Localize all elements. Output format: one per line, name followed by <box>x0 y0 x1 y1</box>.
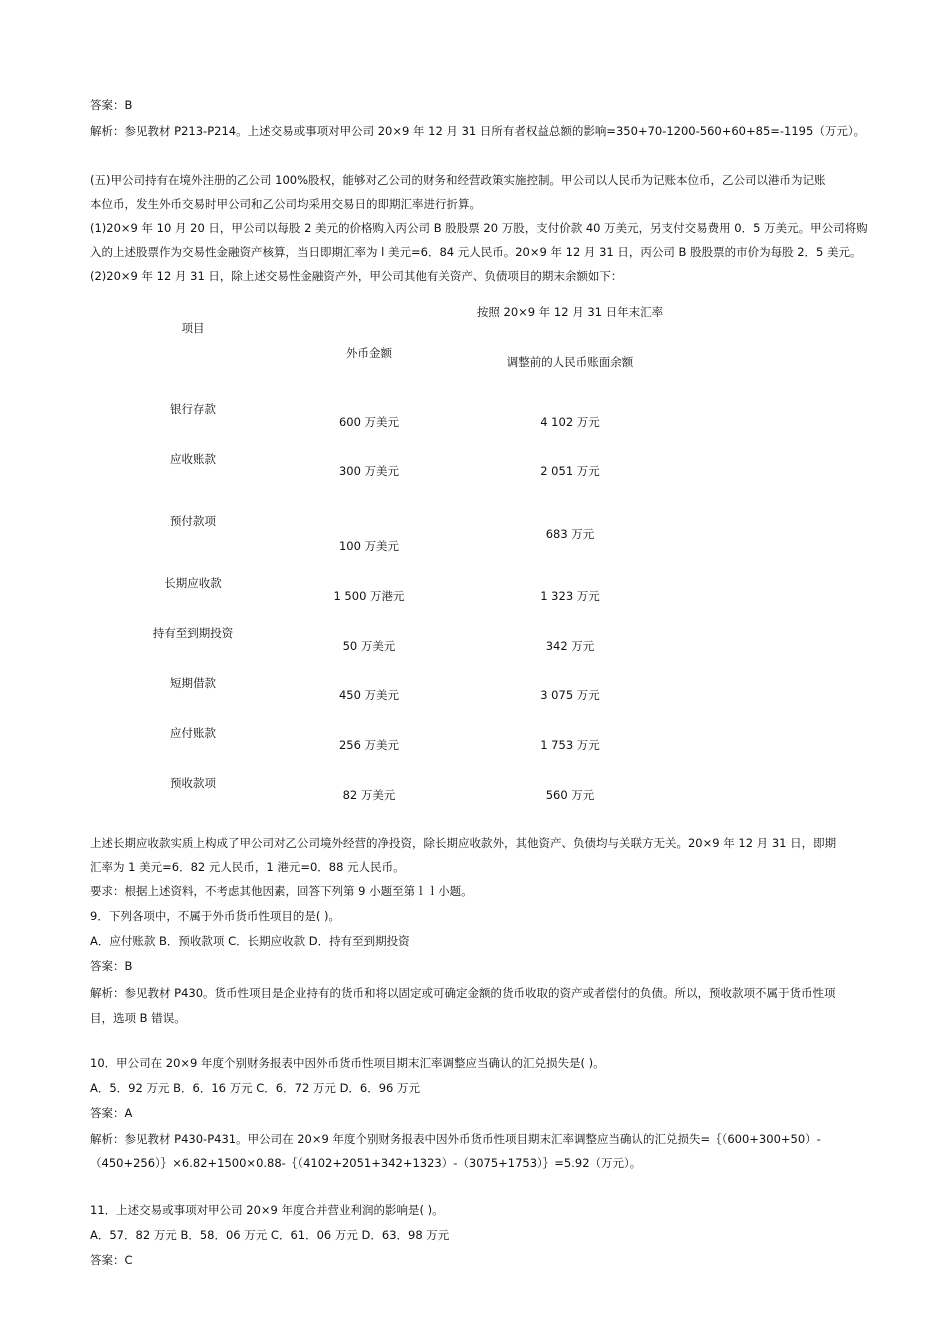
table-row-item: 应付账款 <box>170 726 216 740</box>
table-row-item: 银行存款 <box>170 402 216 416</box>
question-10: 10．甲公司在 20×9 年度个别财务报表中因外币货币性项目期末汇率调整应当确认的汇兑损失是( )。 <box>90 1056 605 1070</box>
case-intro-line-1: (五)甲公司持有在境外注册的乙公司 100%股权，能够对乙公司的财务和经营政策实施控制。甲公司以人民币为记账本位币，乙公司以港币为记账 <box>90 173 826 187</box>
table-row-foreign-amount: 256 万美元 <box>338 738 400 752</box>
table-header-foreign-amount: 外币金额 <box>346 346 392 360</box>
answer-line: 答案：B <box>90 98 133 112</box>
table-row-foreign-amount: 82 万美元 <box>342 788 396 802</box>
table-row-item: 预付款项 <box>170 514 216 528</box>
table-header-rmb-balance: 调整前的人民币账面余额 <box>506 355 634 369</box>
table-row-rmb-balance: 2 051 万元 <box>540 464 600 478</box>
table-row-foreign-amount: 600 万美元 <box>338 415 400 429</box>
case-point-1-line-2: 入的上述股票作为交易性金融资产核算，当日即期汇率为 l 美元=6．84 元人民币。20×9 年 12 月 31 日，丙公司 B 股股票的市价为每股 2．5 美元。 <box>90 245 862 259</box>
question-10-options: A．5．92 万元 B．6．16 万元 C．6．72 万元 D．6．96 万元 <box>90 1081 421 1095</box>
table-row-item: 预收款项 <box>170 776 216 790</box>
requirement-line: 要求：根据上述资料，不考虑其他因素，回答下列第 9 小题至第ｌｌ小题。 <box>90 884 473 898</box>
table-row-rmb-balance: 1 753 万元 <box>540 738 600 752</box>
table-row-foreign-amount: 1 500 万港元 <box>333 589 405 603</box>
question-11-answer: 答案：C <box>90 1253 133 1267</box>
table-header-item: 项目 <box>181 321 205 335</box>
table-row-rmb-balance: 342 万元 <box>545 639 595 653</box>
table-row-item: 应收账款 <box>170 452 216 466</box>
after-table-line-1: 上述长期应收款实质上构成了甲公司对乙公司境外经营的净投资，除长期应收款外，其他资产、负债均与关联方无关。20×9 年 12 月 31 日，即期 <box>90 836 837 850</box>
table-row-item: 长期应收款 <box>164 576 222 590</box>
table-row-item: 短期借款 <box>170 676 216 690</box>
table-row-rmb-balance: 683 万元 <box>545 527 595 541</box>
question-10-analysis-line-2: （450+256）｝×6.82+1500×0.88-｛（4102+2051+342+1323）-（3075+1753）｝=5.92（万元）。 <box>90 1156 642 1170</box>
table-row-foreign-amount: 300 万美元 <box>338 464 400 478</box>
table-row-foreign-amount: 100 万美元 <box>338 539 400 553</box>
table-header-group: 按照 20×9 年 12 月 31 日年末汇率 <box>476 305 664 319</box>
question-9-answer: 答案：B <box>90 959 133 973</box>
question-11: 11．上述交易或事项对甲公司 20×9 年度合并营业利润的影响是( )。 <box>90 1203 444 1217</box>
analysis-line: 解析：参见教材 P213-P214。上述交易或事项对甲公司 20×9 年 12 月 31 日所有者权益总额的影响=350+70-1200-560+60+85=-1195（万元）。 <box>90 124 866 138</box>
case-point-1-line-1: (1)20×9 年 10 月 20 日，甲公司以每股 2 美元的价格购入丙公司 B 股股票 20 万股，支付价款 40 万美元，另支付交易费用 0．5 万美元。甲公司将购 <box>90 221 868 235</box>
case-point-2: (2)20×9 年 12 月 31 日，除上述交易性金融资产外，甲公司其他有关资产、负债项目的期末余额如下： <box>90 269 623 283</box>
table-row-rmb-balance: 1 323 万元 <box>540 589 600 603</box>
case-intro-line-2: 本位币，发生外币交易时甲公司和乙公司均采用交易日的即期汇率进行折算。 <box>90 197 481 211</box>
question-9: 9．下列各项中，不属于外币货币性项目的是( )。 <box>90 909 340 923</box>
table-row-rmb-balance: 4 102 万元 <box>540 415 600 429</box>
question-10-analysis-line-1: 解析：参见教材 P430-P431。甲公司在 20×9 年度个别财务报表中因外币货币性项目期末汇率调整应当确认的汇兑损失=｛（600+300+50）- <box>90 1132 821 1146</box>
table-row-foreign-amount: 50 万美元 <box>342 639 396 653</box>
table-row-rmb-balance: 560 万元 <box>545 788 595 802</box>
question-9-analysis-line-1: 解析：参见教材 P430。货币性项目是企业持有的货币和将以固定或可确定金额的货币收取的资产或者偿付的负债。所以，预收款项不属于货币性项 <box>90 986 836 1000</box>
table-row-rmb-balance: 3 075 万元 <box>540 688 600 702</box>
question-9-analysis-line-2: 目，选项 B 错误。 <box>90 1011 186 1025</box>
question-9-options: A．应付账款 B．预收款项 C．长期应收款 D．持有至到期投资 <box>90 934 410 948</box>
table-row-item: 持有至到期投资 <box>152 626 234 640</box>
table-row-foreign-amount: 450 万美元 <box>338 688 400 702</box>
question-10-answer: 答案：A <box>90 1106 133 1120</box>
question-11-options: A．57．82 万元 B．58．06 万元 C．61．06 万元 D．63．98 万元 <box>90 1228 450 1242</box>
after-table-line-2: 汇率为 1 美元=6．82 元人民币，1 港元=0．88 元人民币。 <box>90 860 405 874</box>
